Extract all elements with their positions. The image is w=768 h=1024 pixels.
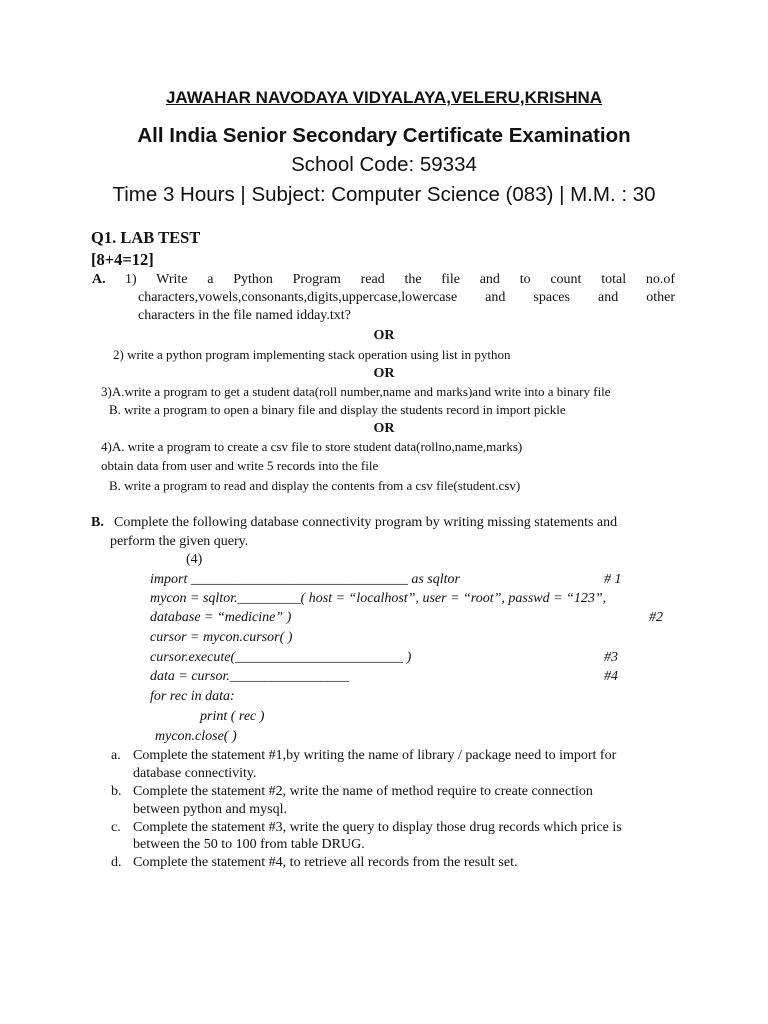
code-line-close: mycon.close( ) [155,729,237,744]
subquestion-text: Complete the statement #3, write the query to display those drug records which price is [133,820,622,835]
code-marker-1: # 1 [604,572,622,587]
option-1-line-3: characters in the file named idday.txt? [138,308,351,323]
option-4a-line-2: obtain data from user and write 5 records into the file [101,458,379,473]
option-2: 2) write a python program implementing stack operation using list in python [113,347,511,362]
code-marker-3: #3 [604,650,618,665]
or-separator: OR [373,421,395,436]
subquestion-label: c. [111,820,121,835]
school-code: School Code: 59334 [291,153,477,176]
school-name: JAWAHAR NAVODAYA VIDYALAYA,VELERU,KRISHNA [165,88,603,107]
option-4b: B. write a program to read and display the contents from a csv file(student.csv) [109,478,521,493]
subquestion-label: d. [111,855,122,870]
code-line-import: import _______________________________ as sqltor [150,572,460,587]
code-line-print: print ( rec ) [200,709,265,724]
option-1-line-1: 1) Write a Python Program read the file and to count total no.of [125,272,675,287]
option-3b: B. write a program to open a binary file and display the students record in import pickle [109,402,566,417]
part-b-intro-line-2: perform the given query. [110,534,249,549]
subquestion-text: Complete the statement #4, to retrieve all records from the result set. [133,855,518,870]
code-line-execute: cursor.execute(________________________ ) [150,650,412,665]
question-number: Q1 [91,228,113,247]
part-a-label: A. [92,272,106,287]
option-3a: 3)A.write a program to get a student data(roll number,name and marks)and write into a binary file [101,384,611,399]
or-separator: OR [373,328,395,343]
subquestion-text: between the 50 to 100 from table DRUG. [133,837,365,852]
question-marks: [8+4=12] [91,250,154,269]
subquestion-text: Complete the statement #2, write the name of method require to create connection [133,784,593,799]
code-line-connect: mycon = sqltor._________( host = “localhost”, user = “root”, passwd = “123”, [150,591,607,606]
question-title-text: . LAB TEST [112,228,201,247]
exam-title: All India Senior Secondary Certificate Examination [137,124,631,147]
option-4a-line-1: 4)A. write a program to create a csv file to store student data(rollno,name,marks) [101,439,523,454]
part-b-label: B. [91,515,104,530]
code-marker-4: #4 [604,669,618,684]
code-line-for: for rec in data: [150,689,235,704]
subquestion-text: Complete the statement #1,by writing the name of library / package need to import for [133,748,617,763]
question-title [91,228,200,248]
part-b-marks: (4) [186,552,203,567]
subquestion-text: between python and mysql. [133,802,287,817]
or-separator: OR [373,366,395,381]
subquestion-label: b. [111,784,122,799]
subquestion-text: database connectivity. [133,766,257,781]
code-line-cursor: cursor = mycon.cursor( ) [150,630,293,645]
part-b-intro-line-1: Complete the following database connectivity program by writing missing statements and [114,515,618,530]
option-1-line-2: characters,vowels,consonants,digits,uppercase,lowercase and spaces and other [138,290,675,305]
code-line-database: database = “medicine” ) [150,610,292,625]
code-line-data: data = cursor._________________ [150,669,349,684]
subquestion-label: a. [111,748,121,763]
time-subject-marks: Time 3 Hours | Subject: Computer Science (083) | M.M. : 30 [112,183,656,206]
code-marker-2: #2 [649,610,663,625]
